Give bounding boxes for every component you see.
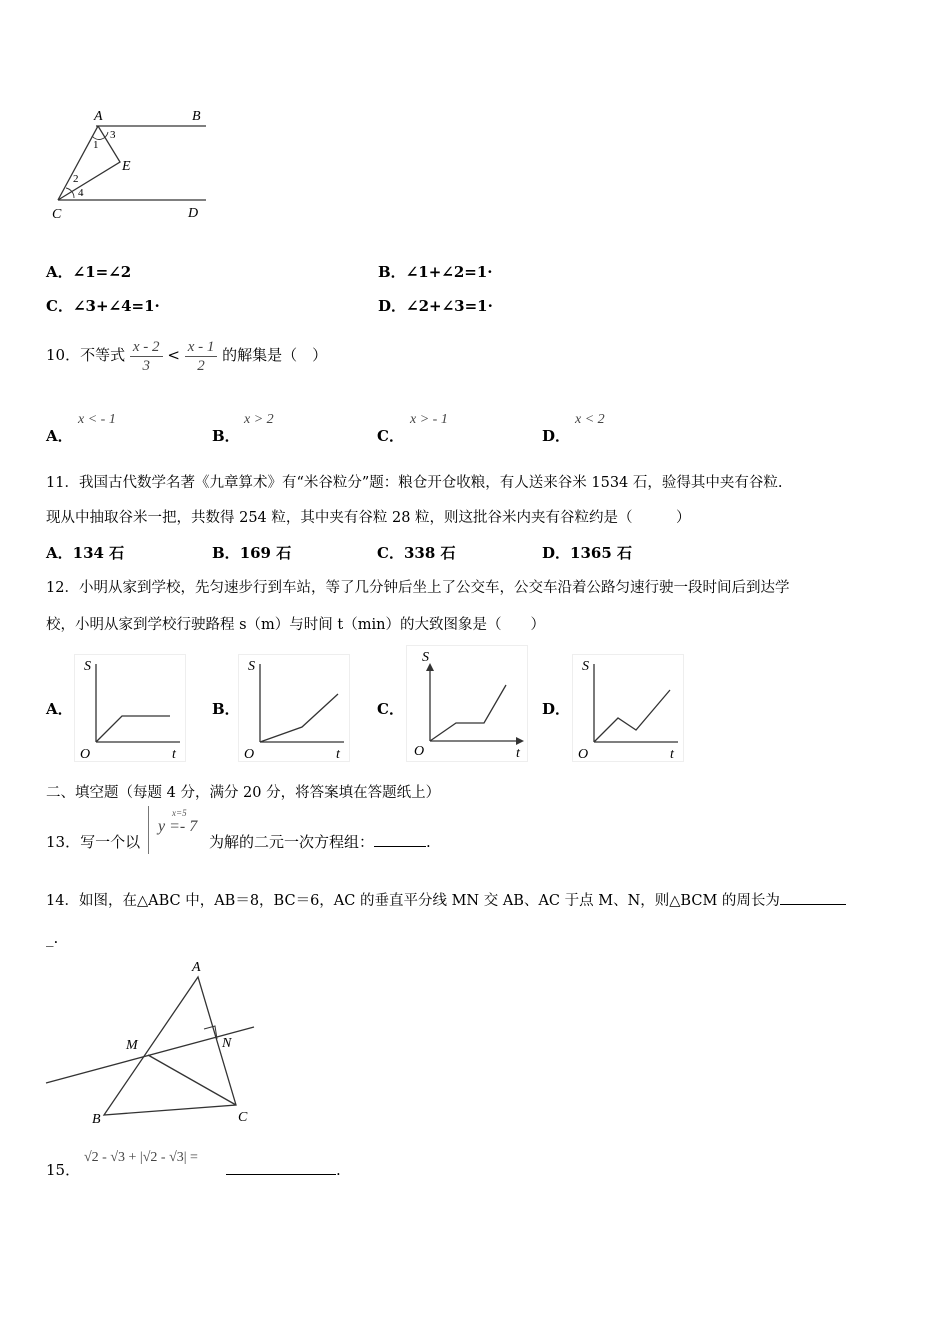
q9-figure [40,100,220,230]
q13-prefix: 写一个以 [80,833,141,851]
q13-suffix-row [209,832,431,852]
q11-option-b[interactable] [212,543,291,563]
q11-option-b-text: 169 石 [239,544,292,562]
q10-option-c-label[interactable]: C． [377,427,404,445]
q12-line2: 校，小明从家到学校行驶路程 s（m）与时间 t（min）的大致图象是（ ） [46,617,545,633]
q12-option-a-label[interactable]: A． [46,700,73,718]
q13-suffix: 为解的二元一次方程组： [209,833,375,851]
q14-cont: _. [46,929,59,947]
q15-end: . [336,1161,341,1179]
q10-right-den: 2 [197,357,205,374]
q11-option-c[interactable] [377,543,456,563]
q10-option-b-label[interactable]: B． [212,427,240,445]
q10-stem [46,330,327,380]
q14-label-C: C [238,1110,248,1125]
q14-label-M: M [126,1038,138,1053]
q15-answer-blank[interactable] [226,1174,336,1175]
q9-angle-2: 2 [73,173,79,185]
q13-number: 13． [46,833,81,851]
q12-c-x-label: t [516,746,520,761]
q12-c-y-label: S [422,650,429,665]
q13-brace [148,806,151,854]
q9-option-d[interactable] [378,296,493,316]
q12-a-origin: O [80,747,91,762]
section2-title: 二、填空题（每题 4 分，满分 20 分，将答案填在答题纸上） [46,785,441,801]
q9-option-b-text: ∠1+∠2=1· [405,263,493,281]
q11-option-a-label: A． [46,544,73,562]
q12-option-c-label[interactable]: C． [377,700,404,718]
q11-option-c-label: C． [377,544,404,562]
q11-option-d-text: 1365 石 [570,544,632,562]
q12-graph-c [406,645,528,762]
q12-option-d-label[interactable]: D． [542,700,571,718]
q12-d-origin: O [578,747,589,762]
q12-graph-a [74,654,186,762]
q11-option-c-text: 338 石 [403,544,456,562]
q12-line1: 12．小明从家到学校，先匀速步行到车站，等了几分钟后坐上了公交车，公交车沿着公路匀速行驶一段时间后到达学 [46,580,790,596]
q10-prefix: 不等式 [80,346,126,364]
q13-system-eq: y =- 7 [158,818,198,835]
q10-left-num: x - 2 [130,338,163,357]
q10-option-a-expr: x < - 1 [78,412,116,427]
q9-angle-1: 1 [93,139,99,151]
q11-option-b-label: B． [212,544,240,562]
q10-option-d-expr: x < 2 [575,412,605,427]
q10-option-b-expr: x > 2 [244,412,274,427]
q15-number: 15． [46,1161,81,1179]
q10-right-num: x - 1 [185,338,218,357]
q11-line2: 现从中抽取谷米一把，共数得 254 粒，其中夹有谷粒 28 粒，则这批谷米内夹有谷粒约是（ ） [46,510,691,526]
q13-end: . [426,833,431,851]
q10-right-fraction [185,338,218,375]
q9-angle-3: 3 [110,129,116,141]
q9-option-a-label: A． [46,263,73,281]
q9-option-c[interactable] [46,296,160,316]
q12-c-origin: O [414,744,425,759]
q9-option-b[interactable] [378,262,493,282]
q11-option-a-text: 134 石 [72,544,125,562]
q9-label-E: E [122,159,131,174]
q10-lt: < [167,346,180,364]
q10-option-a-label[interactable]: A． [46,427,73,445]
q12-d-y-label: S [582,659,589,674]
q9-label-B: B [192,109,201,124]
q10-left-den: 3 [142,357,150,374]
q14-answer-blank[interactable] [780,904,846,905]
q9-option-b-label: B． [378,263,406,281]
q9-option-a-text: ∠1=∠2 [72,263,132,281]
q14-label-A: A [192,960,201,975]
q11-option-d-label: D． [542,544,571,562]
q9-option-c-text: ∠3+∠4=1· [72,297,160,315]
q9-option-a[interactable] [46,262,131,282]
q11-option-a[interactable] [46,543,124,563]
q15-answer-row [226,1160,341,1180]
q14-label-B: B [92,1112,101,1127]
q10-option-c-expr: x > - 1 [410,412,448,427]
q12-d-x-label: t [670,747,674,762]
q9-label-D: D [188,206,199,221]
q10-number: 10． [46,346,81,364]
q9-angle-4: 4 [78,187,84,199]
q14-figure [40,955,270,1130]
q10-option-d-label[interactable]: D． [542,427,571,445]
q12-option-b-label[interactable]: B． [212,700,240,718]
q15-expr: √2 - √3 + |√2 - √3| = [84,1150,198,1165]
q14-text-row [46,891,846,911]
q12-a-y-label: S [84,659,91,674]
q9-option-d-text: ∠2+∠3=1· [406,297,493,315]
q11-line1: 11．我国古代数学名著《九章算术》有“米谷粒分”题：粮仓开仓收粮，有人送来谷米 1534 石，验得其中夹有谷粒. [46,475,783,491]
q12-b-x-label: t [336,747,340,762]
q9-option-d-label: D． [378,297,407,315]
q11-option-d[interactable] [542,543,632,563]
q13-number-prefix [46,832,140,852]
q12-b-y-label: S [248,659,255,674]
q13-answer-blank[interactable] [374,846,426,847]
q12-graph-d [572,654,684,762]
q9-label-A: A [94,109,103,124]
q10-left-fraction [130,338,163,375]
q12-graph-b [238,654,350,762]
q12-a-x-label: t [172,747,176,762]
q14-label-N: N [222,1036,232,1051]
q9-label-C: C [52,207,62,222]
q9-option-c-label: C． [46,297,73,315]
q12-b-origin: O [244,747,255,762]
q13-system-top: x=5 [172,808,187,818]
q10-suffix: 的解集是（ ） [222,346,328,364]
q14-text: 14．如图，在△ABC 中，AB＝8，BC＝6，AC 的垂直平分线 MN 交 AB、AC 于点 M、N，则△BCM 的周长为 [46,893,780,909]
